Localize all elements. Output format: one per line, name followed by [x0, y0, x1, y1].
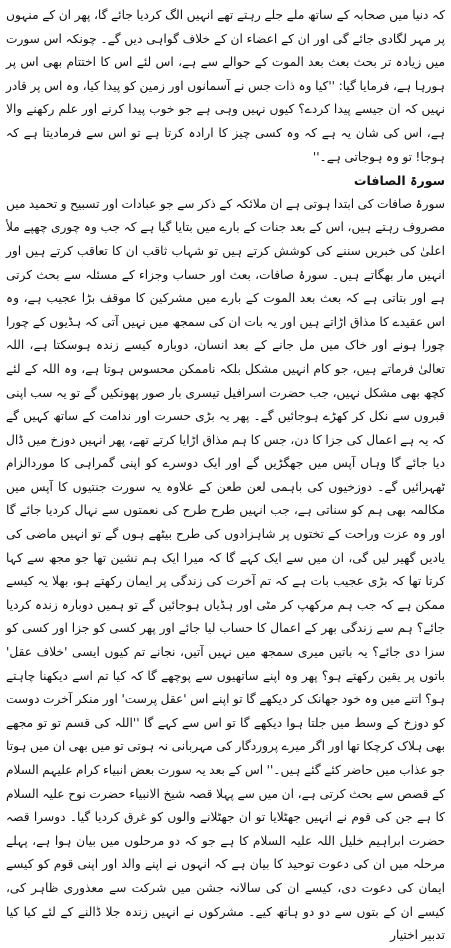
- paragraph-intro: کہ دنیا میں صحابہ کے ساتھ ملے جلے رہتے تھے انہیں الگ کردیا جائے گا، پھر ان کے منہوں پر مہر لگادی جائے گی اور ان کے اعضاء ان کے خلاف گواہی دیں گے۔ چونکہ اس سورت میں زیادہ تر بحث بعث بعد الموت کے حوالے سے ہے، اس لئے اس کا اختتام بھی اس پر ہورہا ہے، فرمایا گیا: ''کیا وہ ذات جس نے آسمانوں اور زمین کو پیدا کیا، وہ اس پر قادر نہیں کہ ان جیسے پیدا کردے؟ کیوں نہیں وہی ہے جو خوب پیدا کرنے اور علم رکھنے والا ہے، اس کی شان یہ ہے کہ وہ کسی چیز کا ارادہ کرتا ہے تو اس سے فرمادیتا ہے کہ ہوجا! تو وہ ہوجاتی ہے۔'': [6, 8, 445, 164]
- paragraph-surah-saffat: سورۂ صافات کی ابتدا ہوتی ہے ان ملائکہ کے ذکر سے جو عبادات اور تسبیح و تحمید میں مصروف رہتے ہیں، اس کے بعد جنات کے بارے میں بتایا گیا ہے کہ جب وہ چوری چھپے ملأ اعلیٰ کی خبریں سننے کی کوشش کرتے ہیں تو شہاب ثاقب ان کا تعاقب کرتے ہیں اور انہیں مار بھگاتے ہیں۔ سورۂ صافات، بعث اور حساب وجزاء کے مسئلہ سے بحث کرتی ہے اور بتاتی ہے کہ بعث بعد الموت کے بارے میں مشرکین کا موقف بڑا عجیب ہے، وہ اس عقیدے کا مذاق اڑاتے ہیں اور یہ بات ان کی سمجھ میں نہیں آتی کہ ہڈیوں کے چورا چورا ہونے اور خاک میں مل جانے کے بعد انسان، دوبارہ کیسے زندہ ہوسکتا ہے، اللہ تعالیٰ فرماتے ہیں، جو کام انہیں مشکل بلکہ ناممکن محسوس ہوتا ہے، وہ اللہ کے لئے کچھ بھی مشکل نہیں، جب حضرت اسرافیل تیسری بار صور پھونکیں گے تو یہ سب اپنی قبروں سے نکل کر کھڑے ہوجائیں گے۔ پھر یہ بڑی حسرت اور ندامت کے ساتھ کہیں گے کہ یہ ہے اعمال کی جزا کا دن، جس کا ہم مذاق اڑایا کرتے تھے، پھر انہیں دوزخ میں ڈال دیا جائے گا وہاں آپس میں جھگڑیں گے اور ایک دوسرے کو اپنی گمراہی کا موردالزام ٹھہرائیں گے۔ دوزخیوں کی باہمی لعن طعن کے علاوہ یہ سورت جنتیوں کا آپس میں مکالمہ بھی ہم کو سناتی ہے، جب انہیں طرح طرح کی نعمتوں سے نہال کردیا جائے گا اور وہ عزت وراحت کے تختوں پر شاہزادوں کی طرح بیٹھے ہوں گے تو انہیں ماضی کی یادیں گھیر لیں گی، ان میں سے ایک کہے گا کہ میرا ایک ہم نشین تھا جو مجھ سے کہا کرتا تھا کہ بڑی عجیب بات ہے کہ تم آخرت کی زندگی پر ایمان رکھتے ہو، بھلا یہ کیسے ممکن ہے کہ جب ہم مرکھپ کر مٹی اور ہڈیاں ہوجائیں گے تو ہمیں دوبارہ زندہ کردیا جائے؟ ہم سے زندگی بھر کے اعمال کا حساب لیا جائے اور پھر کسی کو جزا اور کسی کو سزا دی جائے؟ یہ باتیں میری سمجھ میں نہیں آتیں، نجانے تم کیوں ایسی 'خلاف عقل' باتوں پر یقین رکھتے ہو؟ پھر وہ اپنے ساتھیوں سے پوچھے گا کہ کیا تم اسے دیکھنا چاہتے ہو؟ اتنے میں وہ خود جھانک کر دیکھے گا تو اپنے اس 'عقل پرست' اور منکر آخرت دوست کو دوزخ کے وسط میں جلتا ہوا دیکھے گا تو اس سے کہے گا ''اللہ کی قسم تو تو مجھے بھی ہلاک کرچکا تھا اور اگر میرے پروردگار کی مہربانی نہ ہوتی تو میں بھی ان میں ہوتا جو عذاب میں حاضر کئے گئے ہیں۔'' اس کے بعد یہ سورت بعض انبیاء کرام علیہم السلام کے قصص سے بحث کرتی ہے، ان میں سے پہلا قصہ شیخ الانبیاء حضرت نوح علیہ السلام کا ہے جن کی قوم نے انہیں جھٹلایا تو ان جھٹلانے والوں کو غرق کردیا گیا۔ دوسرا قصہ حضرت ابراہیم خلیل اللہ علیہ السلام کا ہے جو کہ دو مرحلوں میں بیان ہوا ہے، پہلے مرحلہ میں ان کی دعوت توحید کا بیان ہے کہ انہوں نے اپنے والد اور اپنی قوم کو کیسے ایمان کی دعوت دی، کیسے ان کی سالانہ جشن میں شرکت سے معذوری ظاہر کی، کیسے ان کے بتوں سے دو دو ہاتھ کیے۔ مشرکوں نے انہیں زندہ جلا ڈالنے کے لئے کیا کیا تدبیر اختیار: [6, 196, 445, 943]
- section-heading: سورۃ الصافات: [353, 173, 445, 189]
